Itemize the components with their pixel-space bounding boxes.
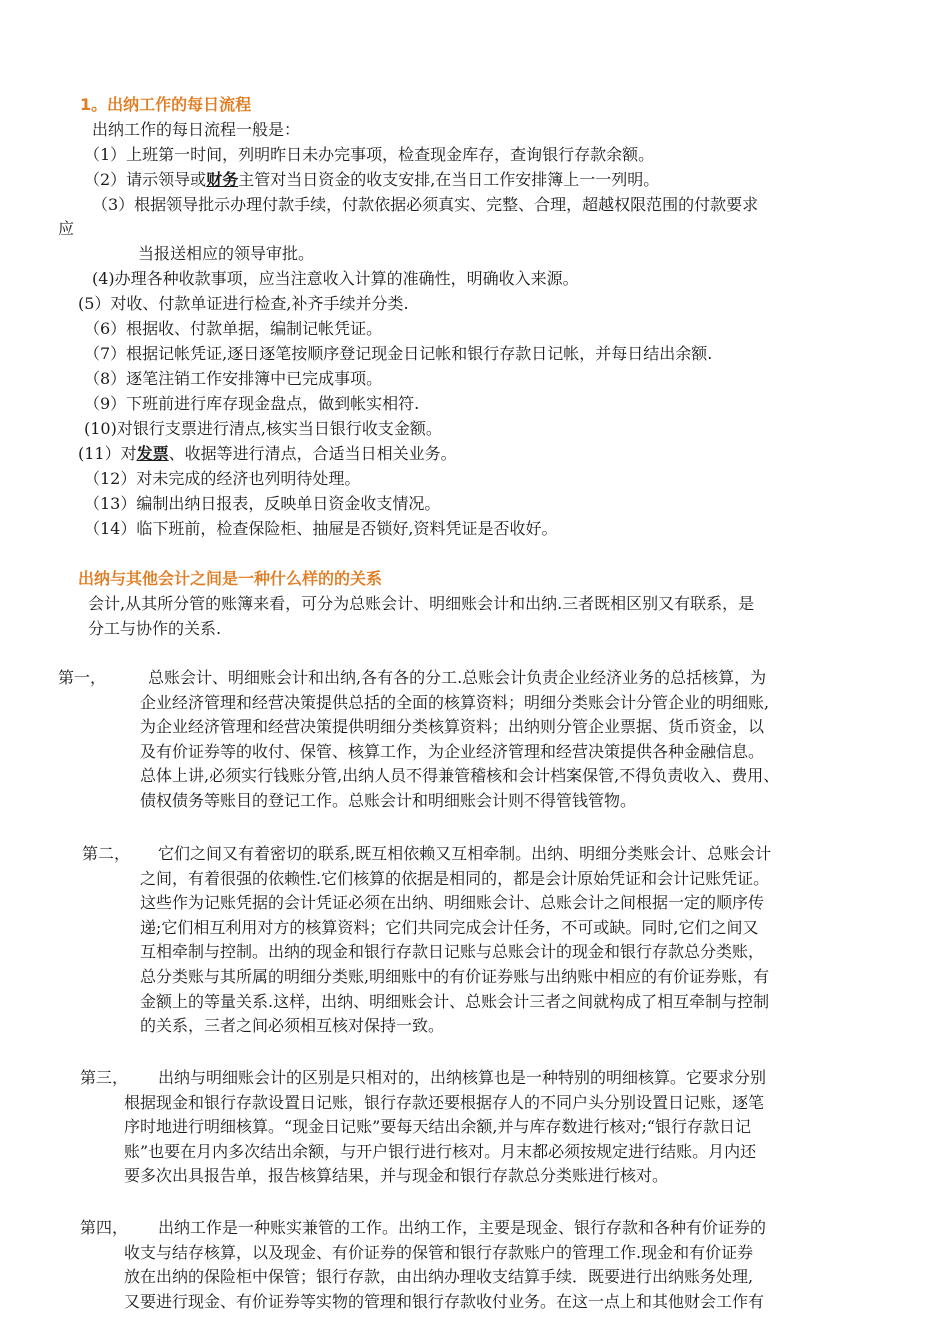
finance-link[interactable]: 财务 xyxy=(206,170,239,189)
paragraph-label: 第一， xyxy=(58,668,107,687)
list-item: （3）根据领导批示办理付款手续，付款依据必须真实、完整、合理，超越权限范围的付款要求 xyxy=(92,195,759,214)
paragraph-line: 放在出纳的保险柜中保管；银行存款，由出纳办理收支结算手续．既要进行出纳账务处理, xyxy=(124,1267,754,1287)
paragraph-body xyxy=(140,666,779,814)
paragraph-label: 第四， xyxy=(80,1218,129,1237)
section-intro: 会计,从其所分管的账簿来看，可分为总账会计、明细账会计和出纳.三者既相区别又有联系，是 xyxy=(88,594,755,613)
paragraph-line: 它们之间又有着密切的联系,既互相依赖又互相牵制。出纳、明细分类账会计、总账会计 xyxy=(158,844,772,863)
paragraph-line: 互相牵制与控制。出纳的现金和银行存款日记账与总账会计的现金和银行存款总分类账， xyxy=(140,942,765,962)
list-item: (4)办理各种收款事项，应当注意收入计算的准确性，明确收入来源。 xyxy=(92,269,579,288)
section-heading-relationship: 出纳与其他会计之间是一种什么样的的关系 xyxy=(78,569,383,588)
paragraph-line: 这些作为记账凭据的会计凭证必须在出纳、明细账会计、总账会计之间根据一定的顺序传 xyxy=(140,893,765,913)
list-item: （1）上班第一时间，列明昨日未办完事项，检查现金库存，查询银行存款余额。 xyxy=(84,145,655,164)
list-item: (5）对收、付款单证进行检查,补齐手续并分类. xyxy=(78,294,409,313)
list-item: （13）编制出纳日报表，反映单日资金收支情况。 xyxy=(84,494,441,513)
paragraph-label: 第二， xyxy=(82,844,131,863)
list-item-text: (11）对 xyxy=(78,444,137,463)
paragraph-line: 收支与结存核算，以及现金、有价证券的保管和银行存款账户的管理工作.现金和有价证券 xyxy=(124,1242,754,1262)
list-item-continuation: 当报送相应的领导审批。 xyxy=(138,244,315,263)
paragraph-label: 第三， xyxy=(80,1068,129,1087)
invoice-link[interactable]: 发票 xyxy=(136,444,169,463)
paragraph-line: 金额上的等量关系.这样，出纳、明细账会计、总账会计三者之间就构成了相互牵制与控制 xyxy=(140,991,770,1011)
paragraph-line: 根据现金和银行存款设置日记账，银行存款还要根据存人的不同户头分别设置日记账，逐笔 xyxy=(124,1092,765,1112)
paragraph-line: 出纳与明细账会计的区别是只相对的，出纳核算也是一种特别的明细核算。它要求分别 xyxy=(158,1068,767,1087)
paragraph-line: 为企业经济管理和经营决策提供明细分类核算资料；出纳则分管企业票据、货币资金，以 xyxy=(140,717,765,737)
paragraph-line: 总体上讲,必须实行钱账分管,出纳人员不得兼管稽核和会计档案保管,不得负责收入、费用、 xyxy=(140,766,780,786)
paragraph-line: 总分类账与其所属的明细分类账,明细账中的有价证券账与出纳账中相应的有价证券账，有 xyxy=(140,966,770,986)
list-item-wrap: 应 xyxy=(58,219,75,238)
list-item xyxy=(84,169,659,191)
list-item: (10)对银行支票进行清点,核实当日银行收支金额。 xyxy=(84,419,442,438)
paragraph-line: 企业经济管理和经营决策提供总括的全面的核算资料；明细分类账会计分管企业的明细账, xyxy=(140,692,770,712)
list-item: （12）对未完成的经济也列明待处理。 xyxy=(84,469,361,488)
paragraph-line: 总账会计、明细账会计和出纳,各有各的分工.总账会计负责企业经济业务的总括核算，为 xyxy=(148,668,767,687)
section-intro: 出纳工作的每日流程一般是： xyxy=(92,120,301,139)
list-item-text: 、收据等进行清点，合适当日相关业务。 xyxy=(168,444,457,463)
list-item: （6）根据收、付款单据，编制记帐凭证。 xyxy=(84,319,383,338)
list-item-text: 主管对当日资金的收支安排,在当日工作安排簿上一一列明。 xyxy=(238,170,660,189)
paragraph-line: 又要进行现金、有价证券等实物的管理和银行存款收付业务。在这一点上和其他财会工作有 xyxy=(124,1291,765,1311)
paragraph-line: 账”也要在月内多次结出余额，与开户银行进行核对。月末都必须按规定进行结账。月内还 xyxy=(124,1141,757,1161)
paragraph-line: 及有价证券等的收付、保管、核算工作，为企业经济管理和经营决策提供各种金融信息。 xyxy=(140,741,765,761)
list-item: （8）逐笔注销工作安排簿中已完成事项。 xyxy=(84,369,383,388)
paragraph-line: 之间，有着很强的依赖性.它们核算的依据是相同的，都是会计原始凭证和会计记账凭证。 xyxy=(140,868,770,888)
paragraph-line: 债权债务等账目的登记工作。总账会计和明细账会计则不得管钱管物。 xyxy=(140,790,637,810)
paragraph-body xyxy=(124,1216,766,1314)
section-heading-daily-process: 1。出纳工作的每日流程 xyxy=(80,95,252,114)
paragraph-body xyxy=(124,1066,766,1189)
paragraph-line: 出纳工作是一种账实兼管的工作。出纳工作，主要是现金、银行存款和各种有价证券的 xyxy=(158,1218,767,1237)
section-intro: 分工与协作的关系. xyxy=(88,619,222,638)
list-item: （7）根据记帐凭证,逐日逐笔按顺序登记现金日记帐和银行存款日记帐，并每日结出余额. xyxy=(84,344,713,363)
paragraph-line: 的关系，三者之间必须相互核对保持一致。 xyxy=(140,1016,445,1036)
paragraph-line: 递;它们相互利用对方的核算资料；它们共同完成会计任务，不可或缺。同时,它们之间又 xyxy=(140,917,759,937)
list-item: （14）临下班前，检查保险柜、抽屉是否锁好,资料凭证是否收好。 xyxy=(84,519,558,538)
list-item-text: （2）请示领导或 xyxy=(84,170,207,189)
paragraph-line: 序时地进行明细核算。“现金日记账”要每天结出余额,并与库存数进行核对;“银行存款日记 xyxy=(124,1117,752,1137)
paragraph-body xyxy=(140,842,771,1039)
list-item: （9）下班前进行库存现金盘点，做到帐实相符. xyxy=(84,394,420,413)
paragraph-line: 要多次出具报告单，报告核算结果，并与现金和银行存款总分类账进行核对。 xyxy=(124,1166,669,1186)
list-item xyxy=(78,443,457,465)
